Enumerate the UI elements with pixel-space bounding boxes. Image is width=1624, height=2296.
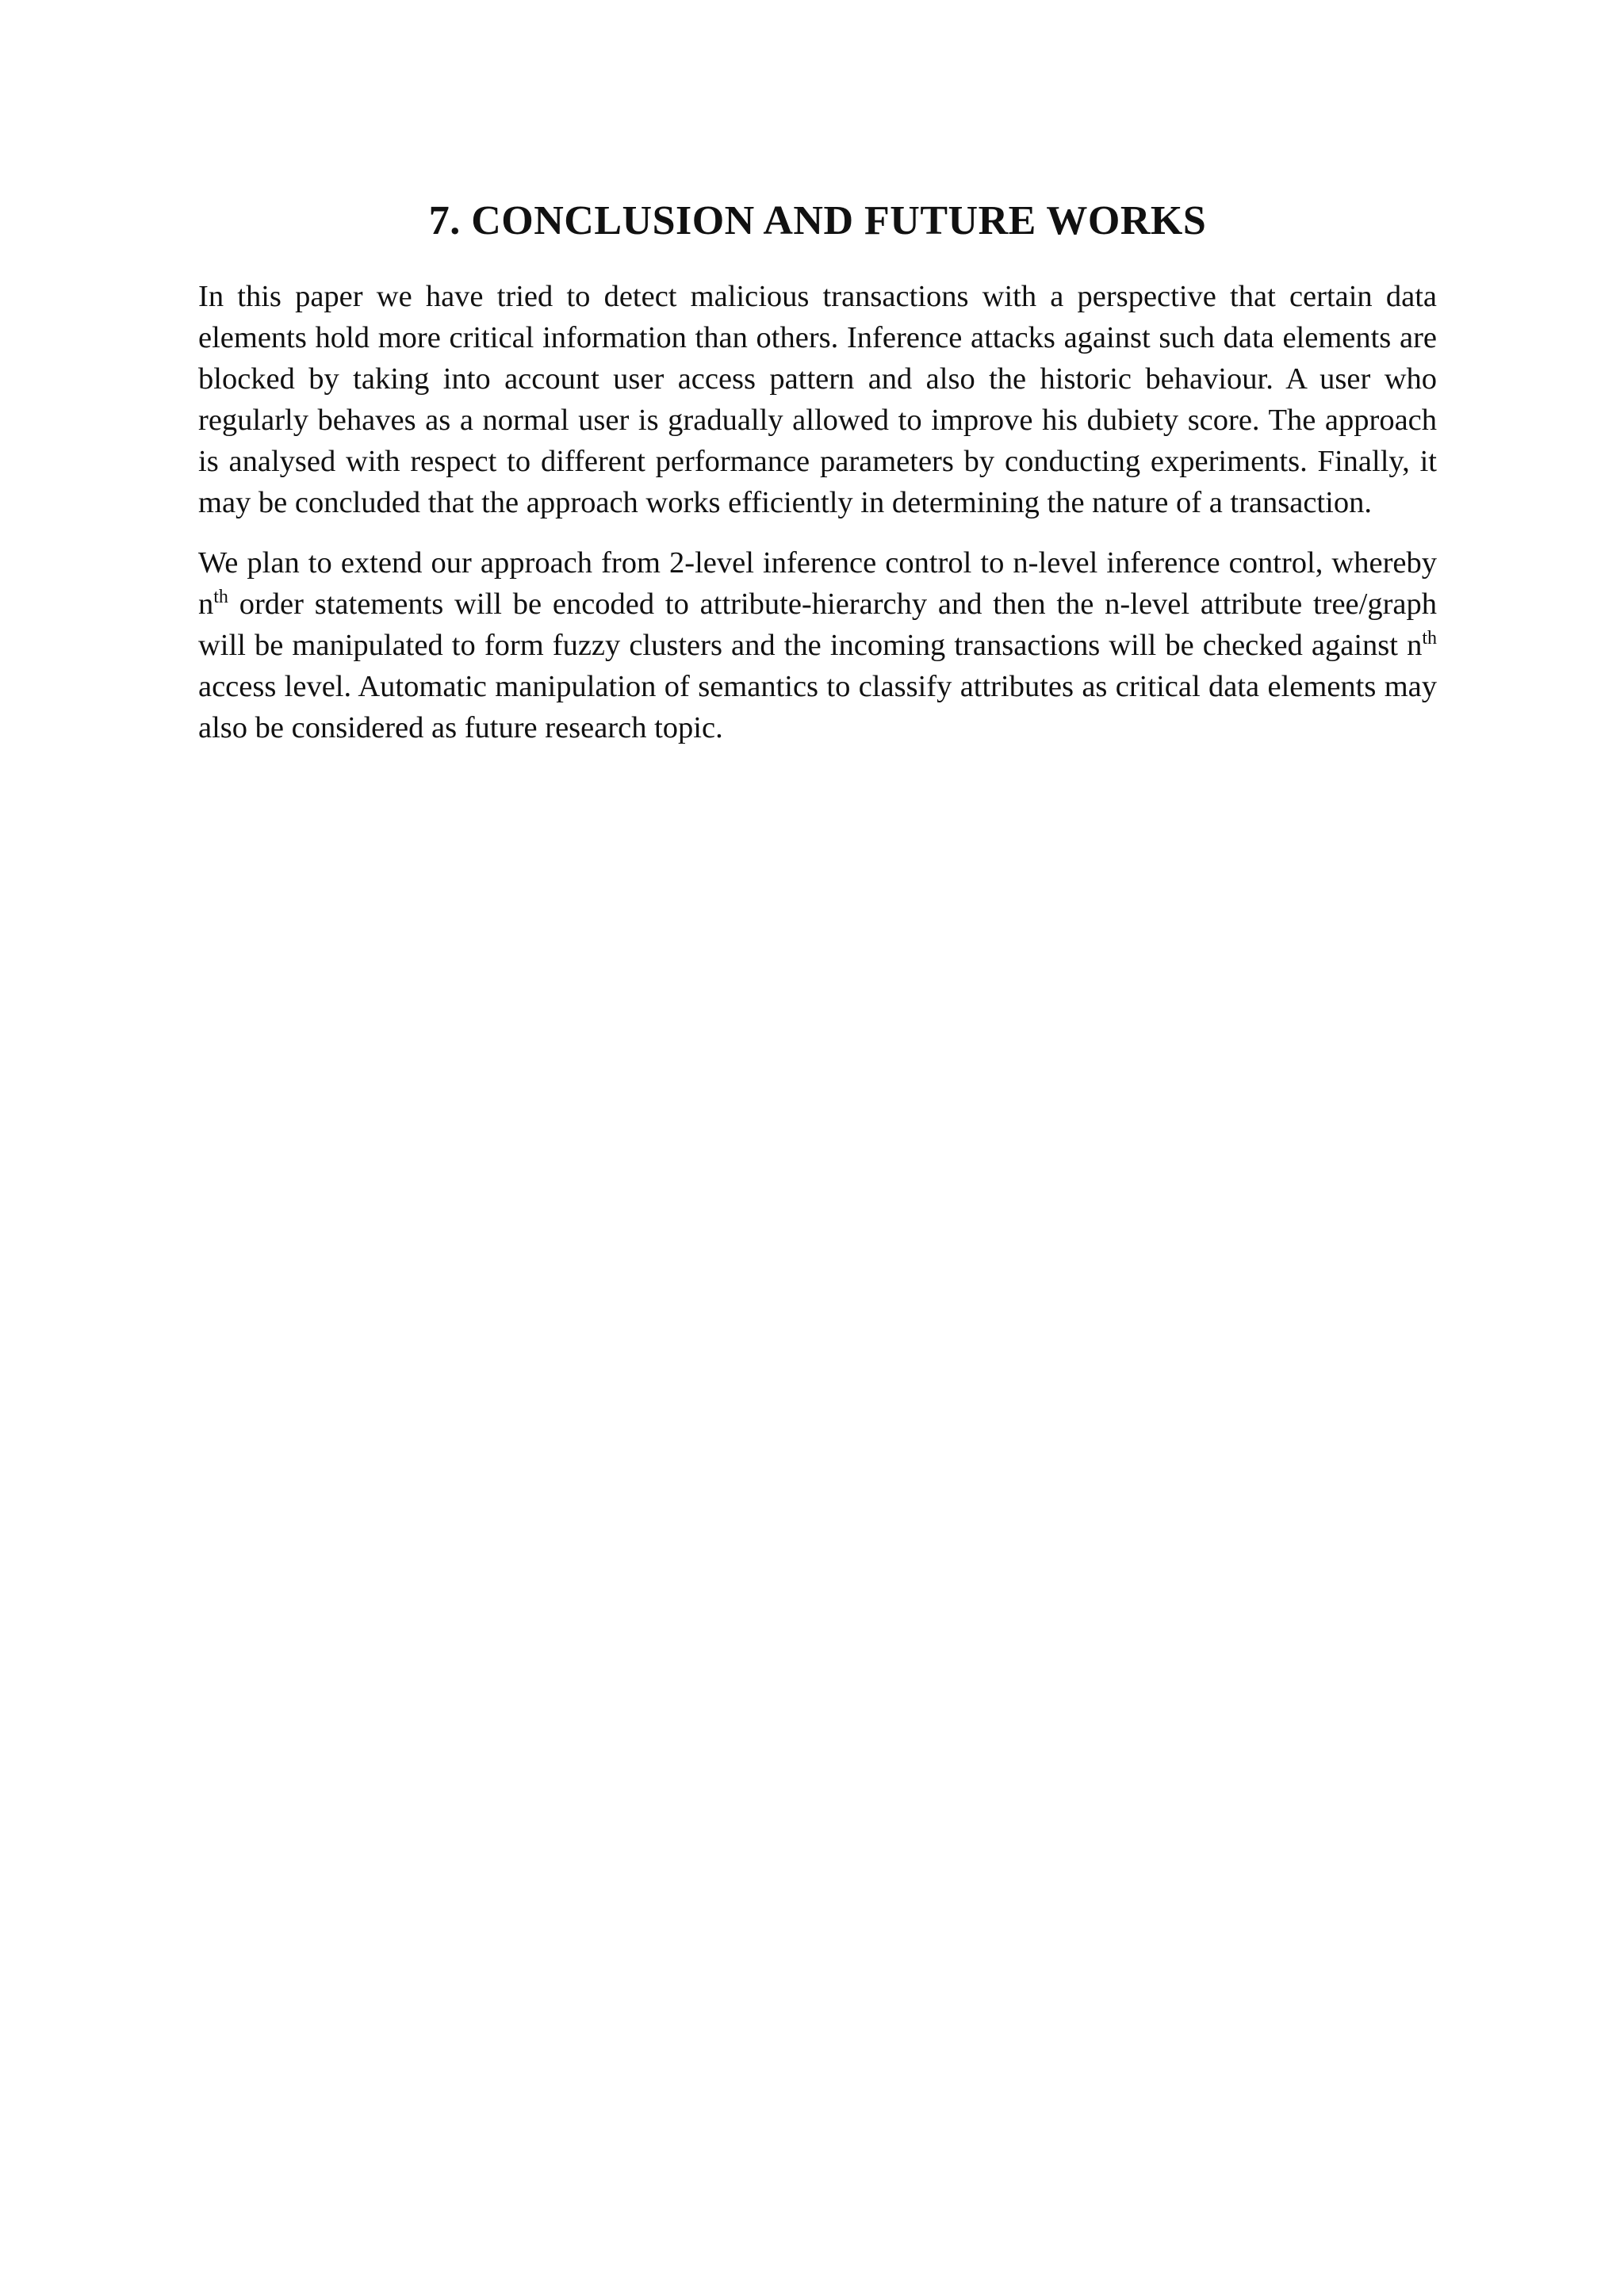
superscript-th-1: th xyxy=(213,587,228,608)
paragraph-conclusion: In this paper we have tried to detect malicious transactions with a perspective that certain data elements hold more critical information than others. Inference attacks against such data elements are blocked by taking into account user access pattern and also the historic behaviour. A user who regularly behaves as a normal user is gradually allowed to improve his dubiety score. The approach is analysed with respect to different performance parameters by conducting experiments. Finally, it may be concluded that the approach works efficiently in determining the nature of a transaction. xyxy=(198,280,1437,519)
superscript-th-2: th xyxy=(1422,628,1437,649)
future-works-text-part-2: order statements will be encoded to attribute-hierarchy and then the n-level attribute tree/graph will be manipulated to form fuzzy clusters and the incoming transactions will be checked against n xyxy=(198,587,1437,662)
paragraph-future-works xyxy=(198,542,1437,748)
page-content xyxy=(198,193,1437,767)
section-heading: 7. CONCLUSION AND FUTURE WORKS xyxy=(428,198,1207,243)
future-works-text-part-3: access level. Automatic manipulation of semantics to classify attributes as critical data elements may also be considered as future research topic. xyxy=(198,670,1437,744)
future-works-text-part-1: We plan to extend our approach from 2-level inference control to n-level inference control, whereby n xyxy=(198,546,1437,621)
